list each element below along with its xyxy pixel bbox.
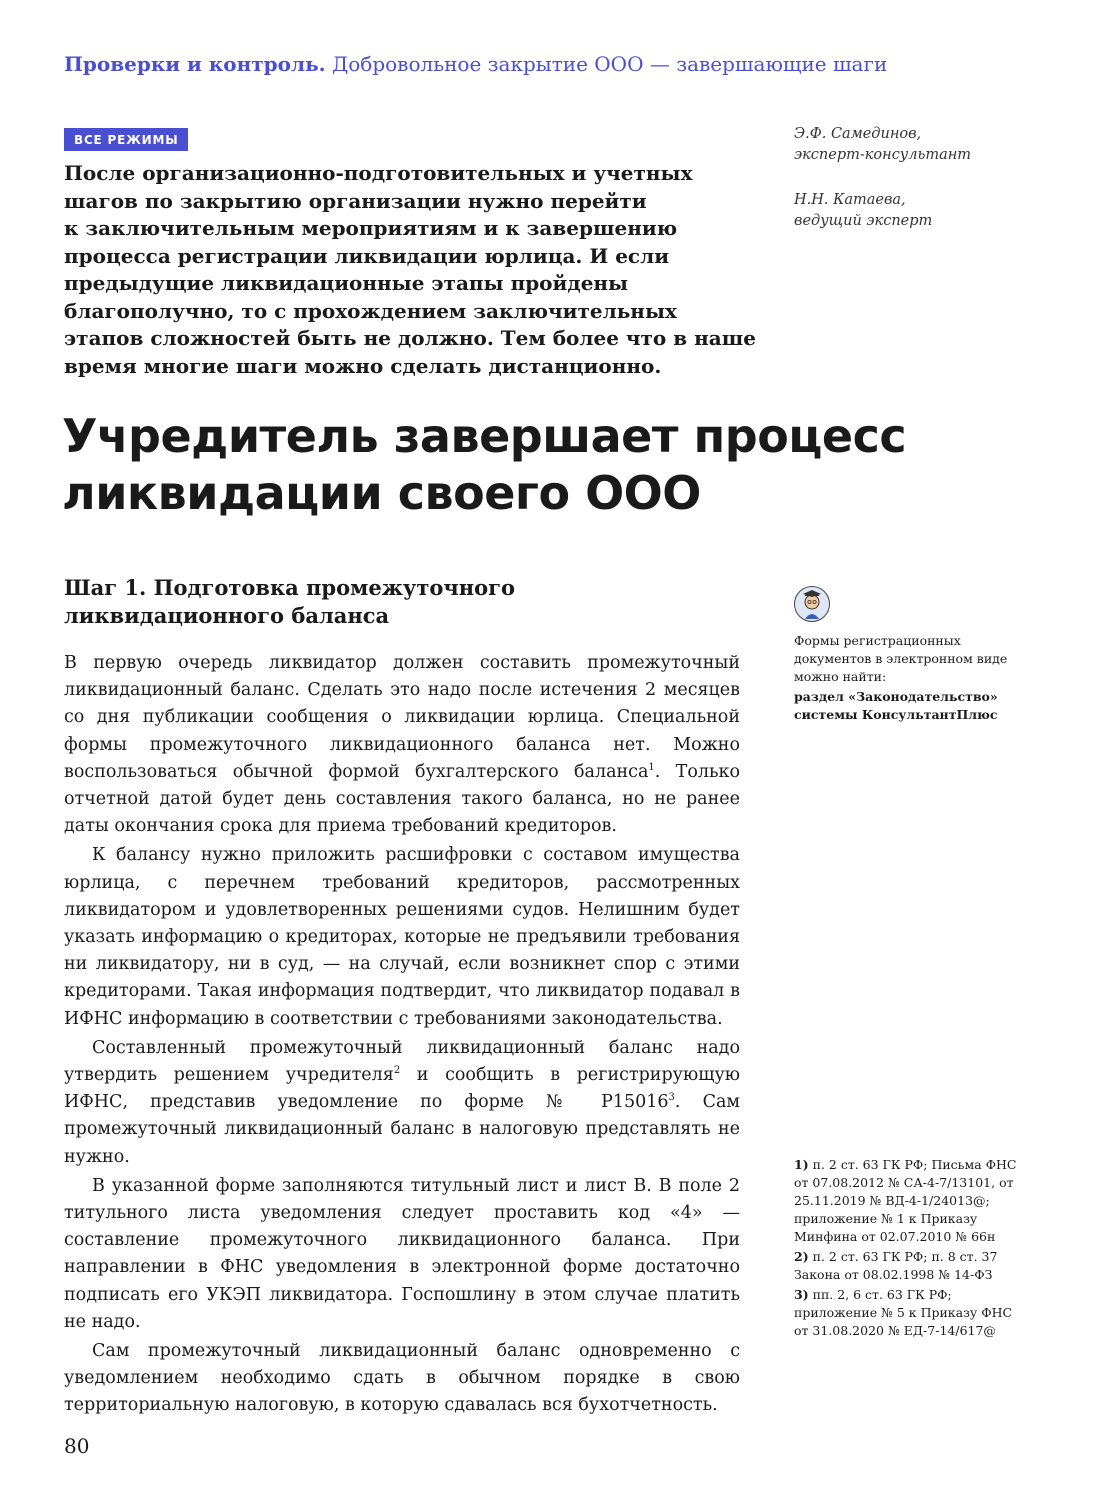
paragraph: Сам промежуточный ликвидационный баланс одновременно с уведомлением необходимо сдать в обычном порядке в свою территориальную налоговую, в которую сдавалась вся бухотчетность. [64,1341,740,1416]
page-number: 80 [64,1434,90,1458]
section-name: Проверки и контроль. [64,52,326,76]
consultant-icon [794,586,830,622]
lead-line: благополучно, то с прохождением заключительных [64,298,677,323]
authors [794,124,1054,256]
author [794,124,1054,166]
footnote: 3) пп. 2, 6 ст. 63 ГК РФ; приложение № 5 к Приказу ФНС от 31.08.2020 № ЕД-7-14/617@ [794,1287,1013,1338]
step-heading-line: Шаг 1. Подготовка промежуточного [64,575,516,600]
sidenote [794,586,1024,724]
lead-line: процесса регистрации ликвидации юрлица. И если [64,243,670,268]
footnote-ref[interactable]: 1 [648,761,655,773]
running-head [64,52,964,76]
footnote-ref[interactable]: 3 [668,1092,675,1104]
title-line: Учредитель завершает процесс [62,409,907,463]
step-heading-line: ликвидационного баланса [64,603,390,628]
article-title [62,408,1062,522]
regime-tag: ВСЕ РЕЖИМЫ [64,128,188,151]
author-role: эксперт-консультант [794,147,972,163]
lead-line: этапов сложностей быть не должно. Тем более что в наше [64,326,756,350]
author-name: Э.Ф. Самединов, [794,126,922,142]
title-line: ликвидации своего ООО [62,466,701,520]
lead-line: После организационно-подготовительных и учетных [64,161,693,185]
sidenote-link[interactable]: раздел «Законодательство» системы КонсультантПлюс [794,689,998,722]
sidenote-text: Формы регистрационных документов в электронном виде можно найти: [794,633,1008,684]
footnote: 2) п. 2 ст. 63 ГК РФ; п. 8 ст. 37 Закона от 08.02.1998 № 14-ФЗ [794,1249,998,1282]
step-heading [64,574,764,630]
footnote-ref[interactable]: 2 [393,1065,401,1077]
paragraph: В первую очередь ликвидатор должен составить промежуточный ликвидационный баланс. Сделать это надо после истечения 2 месяцев со дня публикации сообщения о ликвидации юрлица. Специальной формы промежуточного ликвидационного баланса нет. Можно воспользоваться обычной формой бухгалтерского баланса$^1$. Только отчетной датой будет день составления такого баланса, но не ранее даты окончания срока для приема требований кредиторов. [64,653,740,837]
lead-line: время многие шаги можно сделать дистанционно. [64,353,662,378]
footnotes [794,1156,1024,1342]
topic-name: Добровольное закрытие ООО — завершающие шаги [332,52,888,76]
paragraph: К балансу нужно приложить расшифровки с составом имущества юрлица, с перечнем требований кредиторов, рассмотренных ликвидатором и удовлетворенных решениями судов. Нелишним будет указать информацию о кредиторах, которые не предъявили требования ни ликвидатору, ни в суд, — на случай, если возникнет спор с этими кредиторами. Такая информация подтвердит, что ликвидатор подавал в ИФНС информацию в соответствии с требованиями законодательства. [64,845,740,1029]
lead-line: шагов по закрытию организации нужно перейти [64,188,647,213]
lead-paragraph [64,160,764,380]
body-text [64,650,740,1422]
paragraph: Составленный промежуточный ликвидационный баланс надо утвердить решением учредителя$^2$ и сообщить в регистрирующую ИФНС, представив уведомление по форме № Р15016$^3$. Сам промежуточный ликвидационный баланс в налоговую представлять не нужно. [64,1037,741,1167]
author-role: ведущий эксперт [794,213,933,229]
lead-line: предыдущие ликвидационные этапы пройдены [64,271,629,295]
author [794,190,1054,232]
paragraph: В указанной форме заполняются титульный лист и лист В. В поле 2 титульного листа уведомления следует проставить код «4» — составление промежуточного ликвидационного баланса. При направлении в ФНС уведомления в электронной форме достаточно подписать его УКЭП ликвидатора. Госпошлину в этом случае платить не надо. [64,1175,740,1332]
footnote: 1) п. 2 ст. 63 ГК РФ; Письма ФНС от 07.08.2012 № СА-4-7/13101, от 25.11.2019 № ВД-4-1/24013@; приложение № 1 к Приказу Минфина от 02.07.2010 № 66н [794,1157,1017,1244]
author-name: Н.Н. Катаева, [794,192,906,208]
lead-line: к заключительным мероприятиям и к завершению [64,216,678,240]
